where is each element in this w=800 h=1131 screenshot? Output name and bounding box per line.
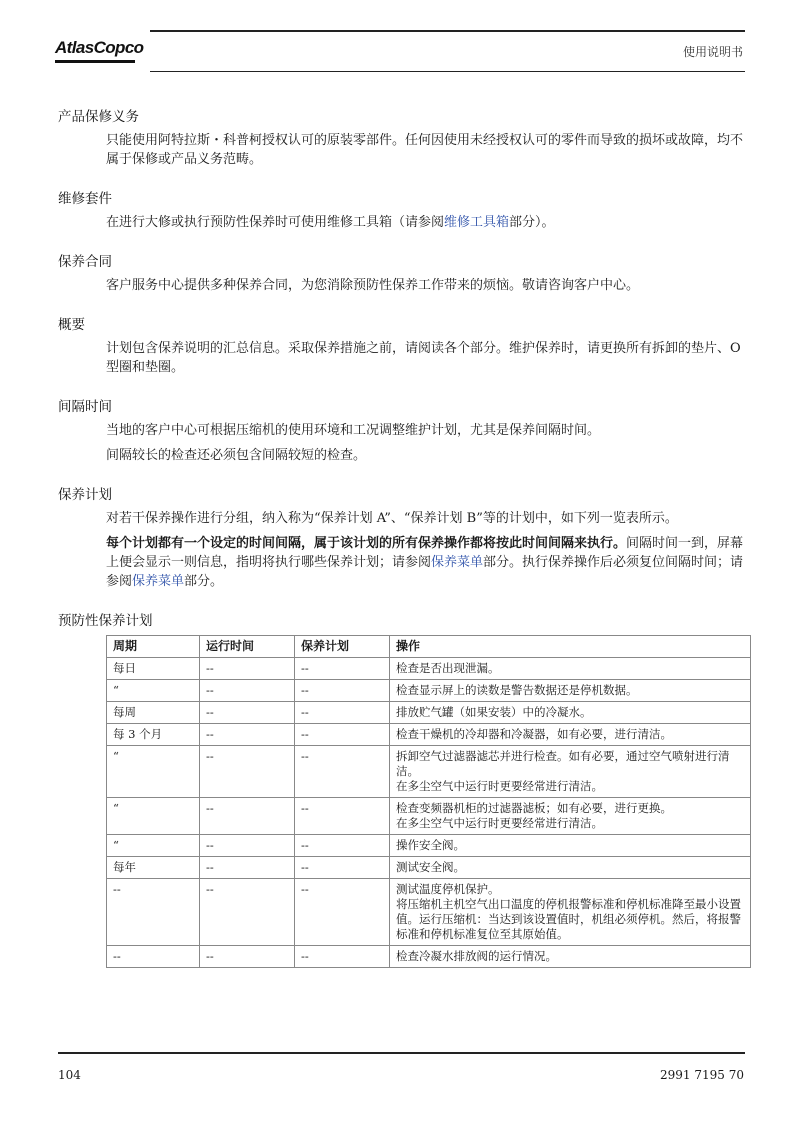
table-row [107,680,751,702]
cell-running-hours: -- [200,857,295,879]
emphasis-text: 每个计划都有一个设定的时间间隔，属于该计划的所有保养操作都将按此时间间隔来执行。 [106,536,627,551]
table-body [107,658,751,968]
cell-action: 操作安全阀。 [390,835,751,857]
text-run: 部分。执行保养操作后必须复位间隔时间；请参阅 [106,555,744,589]
cell-action: 排放贮气罐（如果安装）中的冷凝水。 [390,702,751,724]
cell-action: 检查变频器机柜的过滤器滤板；如有必要，进行更换。 在多尘空气中运行时更要经常进行清洁。 [390,798,751,835]
cell-action: 检查显示屏上的读数是警告数据还是停机数据。 [390,680,751,702]
section-service-contracts [58,250,748,295]
cell-period: -- [107,946,200,968]
atlas-copco-logo: AtlasCopco [55,38,144,57]
cell-running-hours: -- [200,746,295,798]
section-paragraph: 计划包含保养说明的汇总信息。采取保养措施之前，请阅读各个部分。维护保养时，请更换所有拆卸的垫片、O 型圈和垫圈。 [106,341,741,375]
section-heading: 维修套件 [58,191,112,207]
section-paragraph [106,213,746,232]
cell-running-hours: -- [200,724,295,746]
text-run: 在进行大修或执行预防性保养时可使用维修工具箱（请参阅 [106,215,445,230]
section-heading: 概要 [58,317,85,333]
cell-service-plan: -- [295,835,390,857]
cell-action: 检查干燥机的冷却器和冷凝器，如有必要，进行清洁。 [390,724,751,746]
cell-period: “ [107,746,200,798]
cell-running-hours: -- [200,658,295,680]
section-heading: 预防性保养计划 [58,613,153,629]
cell-period: “ [107,680,200,702]
cell-running-hours: -- [200,946,295,968]
section-service-plans [58,483,748,591]
section-overview [58,313,748,377]
cell-running-hours: -- [200,835,295,857]
section-paragraph: 对若干保养操作进行分组，纳入称为“保养计划 A”、“保养计划 B”等的计划中，如下列一览表所示。 [106,511,678,526]
section-paragraph: 当地的客户中心可根据压缩机的使用环境和工况调整维护计划，尤其是保养间隔时间。 [106,423,601,438]
section-paragraph [106,534,746,591]
cell-action: 拆卸空气过滤器滤芯并进行检查。如有必要，通过空气喷射进行清洁。 在多尘空气中运行时更要经常进行清洁。 [390,746,751,798]
cell-action: 测试安全阀。 [390,857,751,879]
cell-running-hours: -- [200,879,295,946]
cell-running-hours: -- [200,702,295,724]
section-preventive-schedule [58,609,748,968]
cell-action: 测试温度停机保护。 将压缩机主机空气出口温度的停机报警标准和停机标准降至最小设置值。运行压缩机：当达到该设置值时，机组必须停机。然后，将报警标准和停机标准复位至其原始值。 [390,879,751,946]
page-number: 104 [58,1068,81,1082]
header-rule-top [150,30,745,32]
text-run: 部分。 [184,574,224,589]
section-heading: 产品保修义务 [58,109,139,125]
column-header-period: 周期 [107,636,200,658]
table-row [107,946,751,968]
cell-period: 每年 [107,857,200,879]
document-number: 2991 7195 70 [660,1068,744,1082]
service-menu-link[interactable]: 保养菜单 [431,555,484,570]
cell-service-plan: -- [295,680,390,702]
table-row [107,702,751,724]
table-row [107,658,751,680]
cell-running-hours: -- [200,680,295,702]
table-row [107,835,751,857]
cell-period: “ [107,798,200,835]
section-intervals [58,395,748,465]
section-warranty [58,105,748,169]
cell-period: -- [107,879,200,946]
cell-service-plan: -- [295,946,390,968]
column-header-running-hours: 运行时间 [200,636,295,658]
column-header-action: 操作 [390,636,751,658]
logo-underline [55,60,135,63]
table-header-row [107,636,751,658]
column-header-service-plan: 保养计划 [295,636,390,658]
section-heading: 间隔时间 [58,399,112,415]
section-paragraph: 间隔较长的检查还必须包含间隔较短的检查。 [106,448,367,463]
cell-service-plan: -- [295,658,390,680]
service-menu-link[interactable]: 保养菜单 [132,574,185,589]
text-run: 部分）。 [509,215,555,230]
maintenance-schedule-table [106,635,751,968]
cell-service-plan: -- [295,857,390,879]
section-heading: 保养计划 [58,487,112,503]
cell-service-plan: -- [295,879,390,946]
page-header [0,0,800,80]
section-heading: 保养合同 [58,254,112,270]
page-content [58,105,748,986]
cell-service-plan: -- [295,746,390,798]
cell-period: 每 3 个月 [107,724,200,746]
cell-service-plan: -- [295,702,390,724]
table-row [107,798,751,835]
footer-rule [58,1052,745,1054]
service-kits-link[interactable]: 维修工具箱 [444,215,510,230]
section-paragraph: 只能使用阿特拉斯・科普柯授权认可的原装零部件。任何因使用未经授权认可的零件而导致的损坏或故障，均不属于保修或产品义务范畴。 [106,133,744,167]
table-row [107,857,751,879]
header-rule-bottom [150,71,745,72]
cell-period: 每周 [107,702,200,724]
text-run: 间隔时间一到，屏幕上便会显示一则信息，指明将执行哪些保养计划；请参阅 [106,536,744,570]
document-title: 使用说明书 [682,45,743,59]
table-row [107,879,751,946]
cell-period: 每日 [107,658,200,680]
cell-running-hours: -- [200,798,295,835]
cell-action: 检查冷凝水排放阀的运行情况。 [390,946,751,968]
section-paragraph: 客户服务中心提供多种保养合同，为您消除预防性保养工作带来的烦恼。敬请咨询客户中心。 [106,278,640,293]
cell-service-plan: -- [295,798,390,835]
cell-service-plan: -- [295,724,390,746]
section-service-kits [58,187,748,232]
table-row [107,724,751,746]
cell-period: “ [107,835,200,857]
cell-action: 检查是否出现泄漏。 [390,658,751,680]
table-row [107,746,751,798]
